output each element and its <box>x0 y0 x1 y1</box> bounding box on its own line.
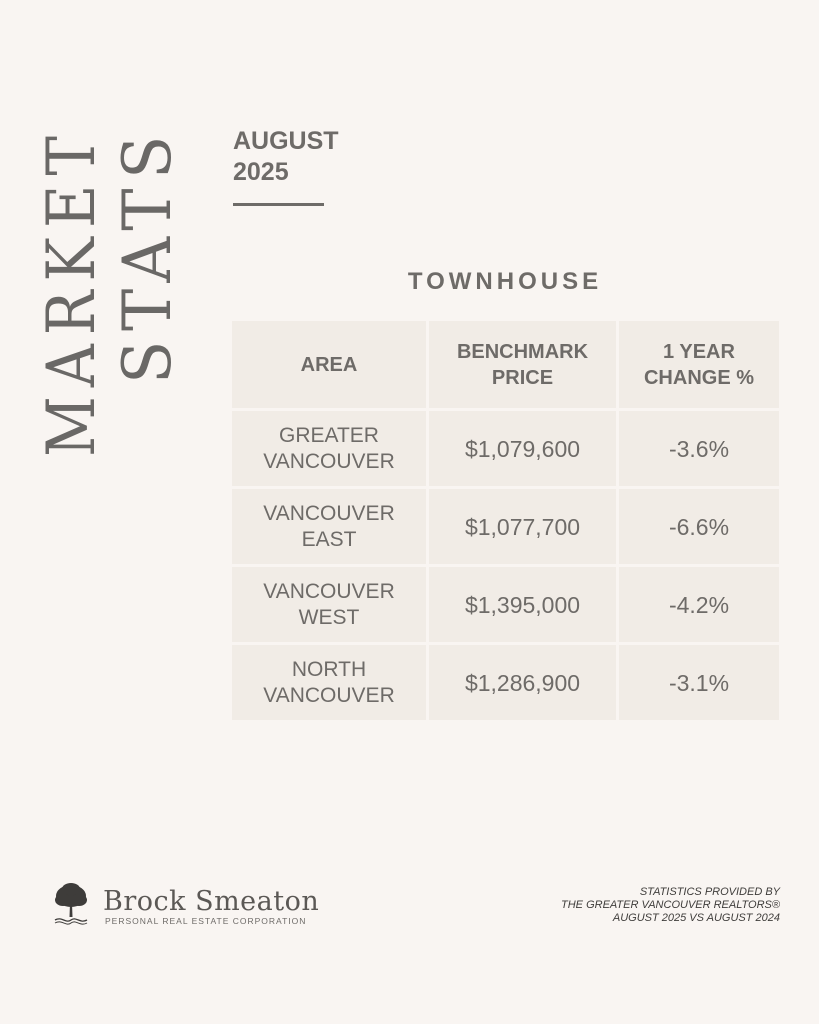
property-type-title: TOWNHOUSE <box>407 268 603 295</box>
report-date <box>233 126 339 188</box>
stats-table <box>232 321 779 720</box>
area-line1: NORTH <box>291 657 367 681</box>
table-row-change: -3.6% <box>619 411 779 486</box>
vertical-title-line2: STATS <box>109 115 186 384</box>
header-change-line1: 1 YEAR <box>663 340 735 363</box>
table-row-price: $1,079,600 <box>429 411 616 486</box>
vertical-title-graphic <box>33 90 186 459</box>
tree-icon <box>52 883 90 927</box>
table-row-change: -3.1% <box>619 645 779 720</box>
report-month: AUGUST <box>233 127 339 155</box>
report-year: 2025 <box>233 158 289 186</box>
table-row-change: -4.2% <box>619 567 779 642</box>
table-row-area <box>232 411 426 486</box>
area-line1: GREATER <box>279 423 379 447</box>
brokerage-name: Brock Smeaton <box>103 886 320 917</box>
source-line3: AUGUST 2025 VS AUGUST 2024 <box>612 912 780 924</box>
header-change <box>619 321 779 408</box>
area-line2: VANCOUVER <box>263 683 395 707</box>
header-area-label: AREA <box>300 353 358 376</box>
table-row-price: $1,077,700 <box>429 489 616 564</box>
brokerage-subtitle: PERSONAL REAL ESTATE CORPORATION <box>105 916 307 926</box>
header-change-line2: CHANGE % <box>643 366 754 389</box>
table-row-price: $1,395,000 <box>429 567 616 642</box>
date-divider <box>233 203 324 206</box>
source-line2: THE GREATER VANCOUVER REALTORS® <box>561 899 780 911</box>
area-line1: VANCOUVER <box>263 579 395 603</box>
area-line2: WEST <box>298 605 360 629</box>
source-line1: STATISTICS PROVIDED BY <box>639 886 780 898</box>
header-price-line1: BENCHMARK <box>456 340 589 363</box>
area-line1: VANCOUVER <box>263 501 395 525</box>
table-row-area <box>232 645 426 720</box>
header-price-line2: PRICE <box>491 366 554 389</box>
table-row-area <box>232 567 426 642</box>
header-price <box>429 321 616 408</box>
market-stats-vertical-title <box>33 90 186 459</box>
table-row-change: -6.6% <box>619 489 779 564</box>
table-row-area <box>232 489 426 564</box>
vertical-title-line1: MARKET <box>33 90 110 457</box>
header-area <box>232 321 426 408</box>
area-line2: EAST <box>301 527 357 551</box>
area-line2: VANCOUVER <box>263 449 395 473</box>
data-source-note <box>561 886 780 925</box>
brokerage-logo <box>52 883 352 928</box>
table-row-price: $1,286,900 <box>429 645 616 720</box>
